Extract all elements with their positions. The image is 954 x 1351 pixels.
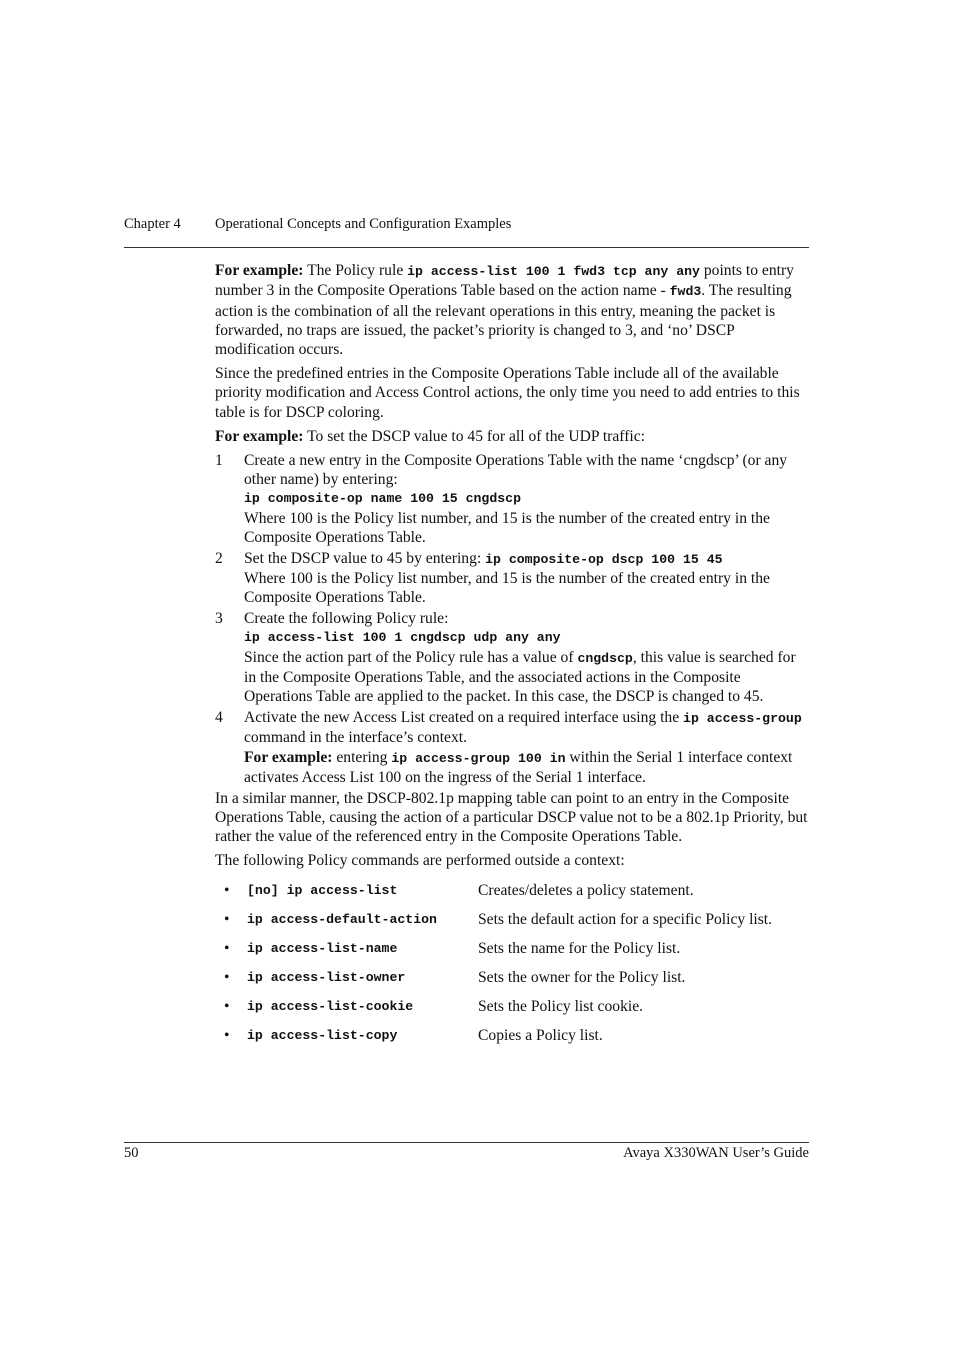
bullet-icon: • xyxy=(224,939,230,957)
chapter-label: Chapter 4 xyxy=(124,216,181,232)
step-note: Where 100 is the Policy list number, and 15 is the number of the created entry in the Composite Operations Table. xyxy=(244,509,770,546)
command-row xyxy=(215,1026,809,1055)
text-run: . The resulting action is the combination of all the relevant operations in this entry, meaning the packet is forwarded, no traps are issued, the packet’s priority is changed to 3, and ‘no’ DSCP modification occurs. xyxy=(215,282,792,359)
command-description: Copies a Policy list. xyxy=(478,1026,603,1044)
step-note: Since the action part of the Policy rule has a value of xyxy=(244,648,578,666)
command-description: Sets the default action for a specific Policy list. xyxy=(478,910,773,928)
inline-command: ip access-list 100 1 fwd3 tcp any any xyxy=(407,264,700,279)
footer-divider xyxy=(124,1142,809,1143)
step-3 xyxy=(215,609,809,706)
step-text: entering xyxy=(332,748,392,766)
command-name: ip access-default-action xyxy=(247,911,437,927)
text-run: To set the DSCP value to 45 for all of the UDP traffic: xyxy=(303,427,645,445)
step-text: Create a new entry in the Composite Operations Table with the name ‘cngdscp’ (or any other name) by entering: xyxy=(244,451,788,489)
paragraph-dscp-mapping: In a similar manner, the DSCP-802.1p mapping table can point to an entry in the Composite Operations Table, causing the action of a particular DSCP value not to be a 802.1p Priority, but rather the value of the referenced entry in the Composite Operations Table. xyxy=(215,789,808,846)
inline-command: ip access-group xyxy=(683,711,802,727)
bullet-icon: • xyxy=(224,968,230,986)
command-description: Creates/deletes a policy statement. xyxy=(478,881,694,899)
step-text: command in the interface’s context. xyxy=(244,729,467,747)
step-note: Where 100 is the Policy list number, and 15 is the number of the created entry in the Composite Operations Table. xyxy=(244,570,770,607)
step-number: 3 xyxy=(215,610,223,628)
step-number: 2 xyxy=(215,549,223,567)
command-row xyxy=(215,968,809,997)
inline-command: ip access-group 100 in xyxy=(391,750,566,766)
step-4 xyxy=(215,708,809,787)
text-run: points to entry number 3 in the Composite Operations Table based on the action name - xyxy=(215,262,794,300)
command-row xyxy=(215,997,809,1026)
paragraph-policy-commands-intro: The following Policy commands are performed outside a context: xyxy=(215,852,625,870)
step-number: 1 xyxy=(215,451,223,469)
bullet-icon: • xyxy=(224,881,230,899)
command-row xyxy=(215,881,809,910)
example-lead: For example: xyxy=(215,262,304,279)
page-body xyxy=(215,261,809,1055)
step-text: within the Serial 1 interface context activates Access List 100 on the ingress of the Serial 1 interface. xyxy=(244,748,793,786)
step-number: 4 xyxy=(215,709,223,727)
step-note: , this value is searched for in the Composite Operations Table, and the associated actions in the Composite Operations Table are applied to the packet. In this case, the DSCP is changed to 45. xyxy=(244,648,796,706)
inline-command: cngdscp xyxy=(577,650,633,666)
example-lead: For example: xyxy=(215,427,304,445)
command-description: Sets the Policy list cookie. xyxy=(478,997,644,1015)
step-text: Activate the new Access List created on a required interface using the xyxy=(244,709,684,727)
page-number: 50 xyxy=(124,1145,139,1161)
command-name: ip access-list-owner xyxy=(247,969,406,985)
command-name: ip access-list-cookie xyxy=(247,998,414,1014)
text-run: The Policy rule xyxy=(303,262,408,279)
bullet-icon: • xyxy=(224,910,230,928)
chapter-title: Operational Concepts and Configuration Examples xyxy=(215,216,512,232)
inline-command: ip composite-op dscp 100 15 45 xyxy=(485,551,723,567)
command-name: [no] ip access-list xyxy=(247,882,398,898)
paragraph-example-fwd3 xyxy=(215,261,809,359)
command-description: Sets the owner for the Policy list. xyxy=(478,968,686,986)
command-line: ip access-list 100 1 cngdscp udp any any xyxy=(244,630,561,646)
command-row xyxy=(215,939,809,968)
command-description: Sets the name for the Policy list. xyxy=(478,939,681,957)
example-lead: For example: xyxy=(244,748,333,766)
bullet-icon: • xyxy=(224,1026,230,1044)
command-name: ip access-list-name xyxy=(247,940,398,956)
header-divider xyxy=(124,247,809,248)
inline-command: fwd3 xyxy=(669,284,702,300)
paragraph-predefined-entries: Since the predefined entries in the Composite Operations Table include all of the available priority modification and Access Control actions, the only time you need to add entries to this table is for DSCP coloring. xyxy=(215,365,800,421)
step-1 xyxy=(215,451,809,547)
policy-command-list xyxy=(215,881,809,1055)
command-line: ip composite-op name 100 15 cngdscp xyxy=(244,491,521,507)
step-2 xyxy=(215,549,809,608)
bullet-icon: • xyxy=(224,997,230,1015)
guide-title: Avaya X330WAN User’s Guide xyxy=(623,1145,809,1161)
step-text: Create the following Policy rule: xyxy=(244,610,449,628)
command-row xyxy=(215,910,809,939)
command-name: ip access-list-copy xyxy=(247,1027,398,1043)
paragraph-example-dscp xyxy=(215,427,809,446)
step-text: Set the DSCP value to 45 by entering: xyxy=(244,549,486,567)
